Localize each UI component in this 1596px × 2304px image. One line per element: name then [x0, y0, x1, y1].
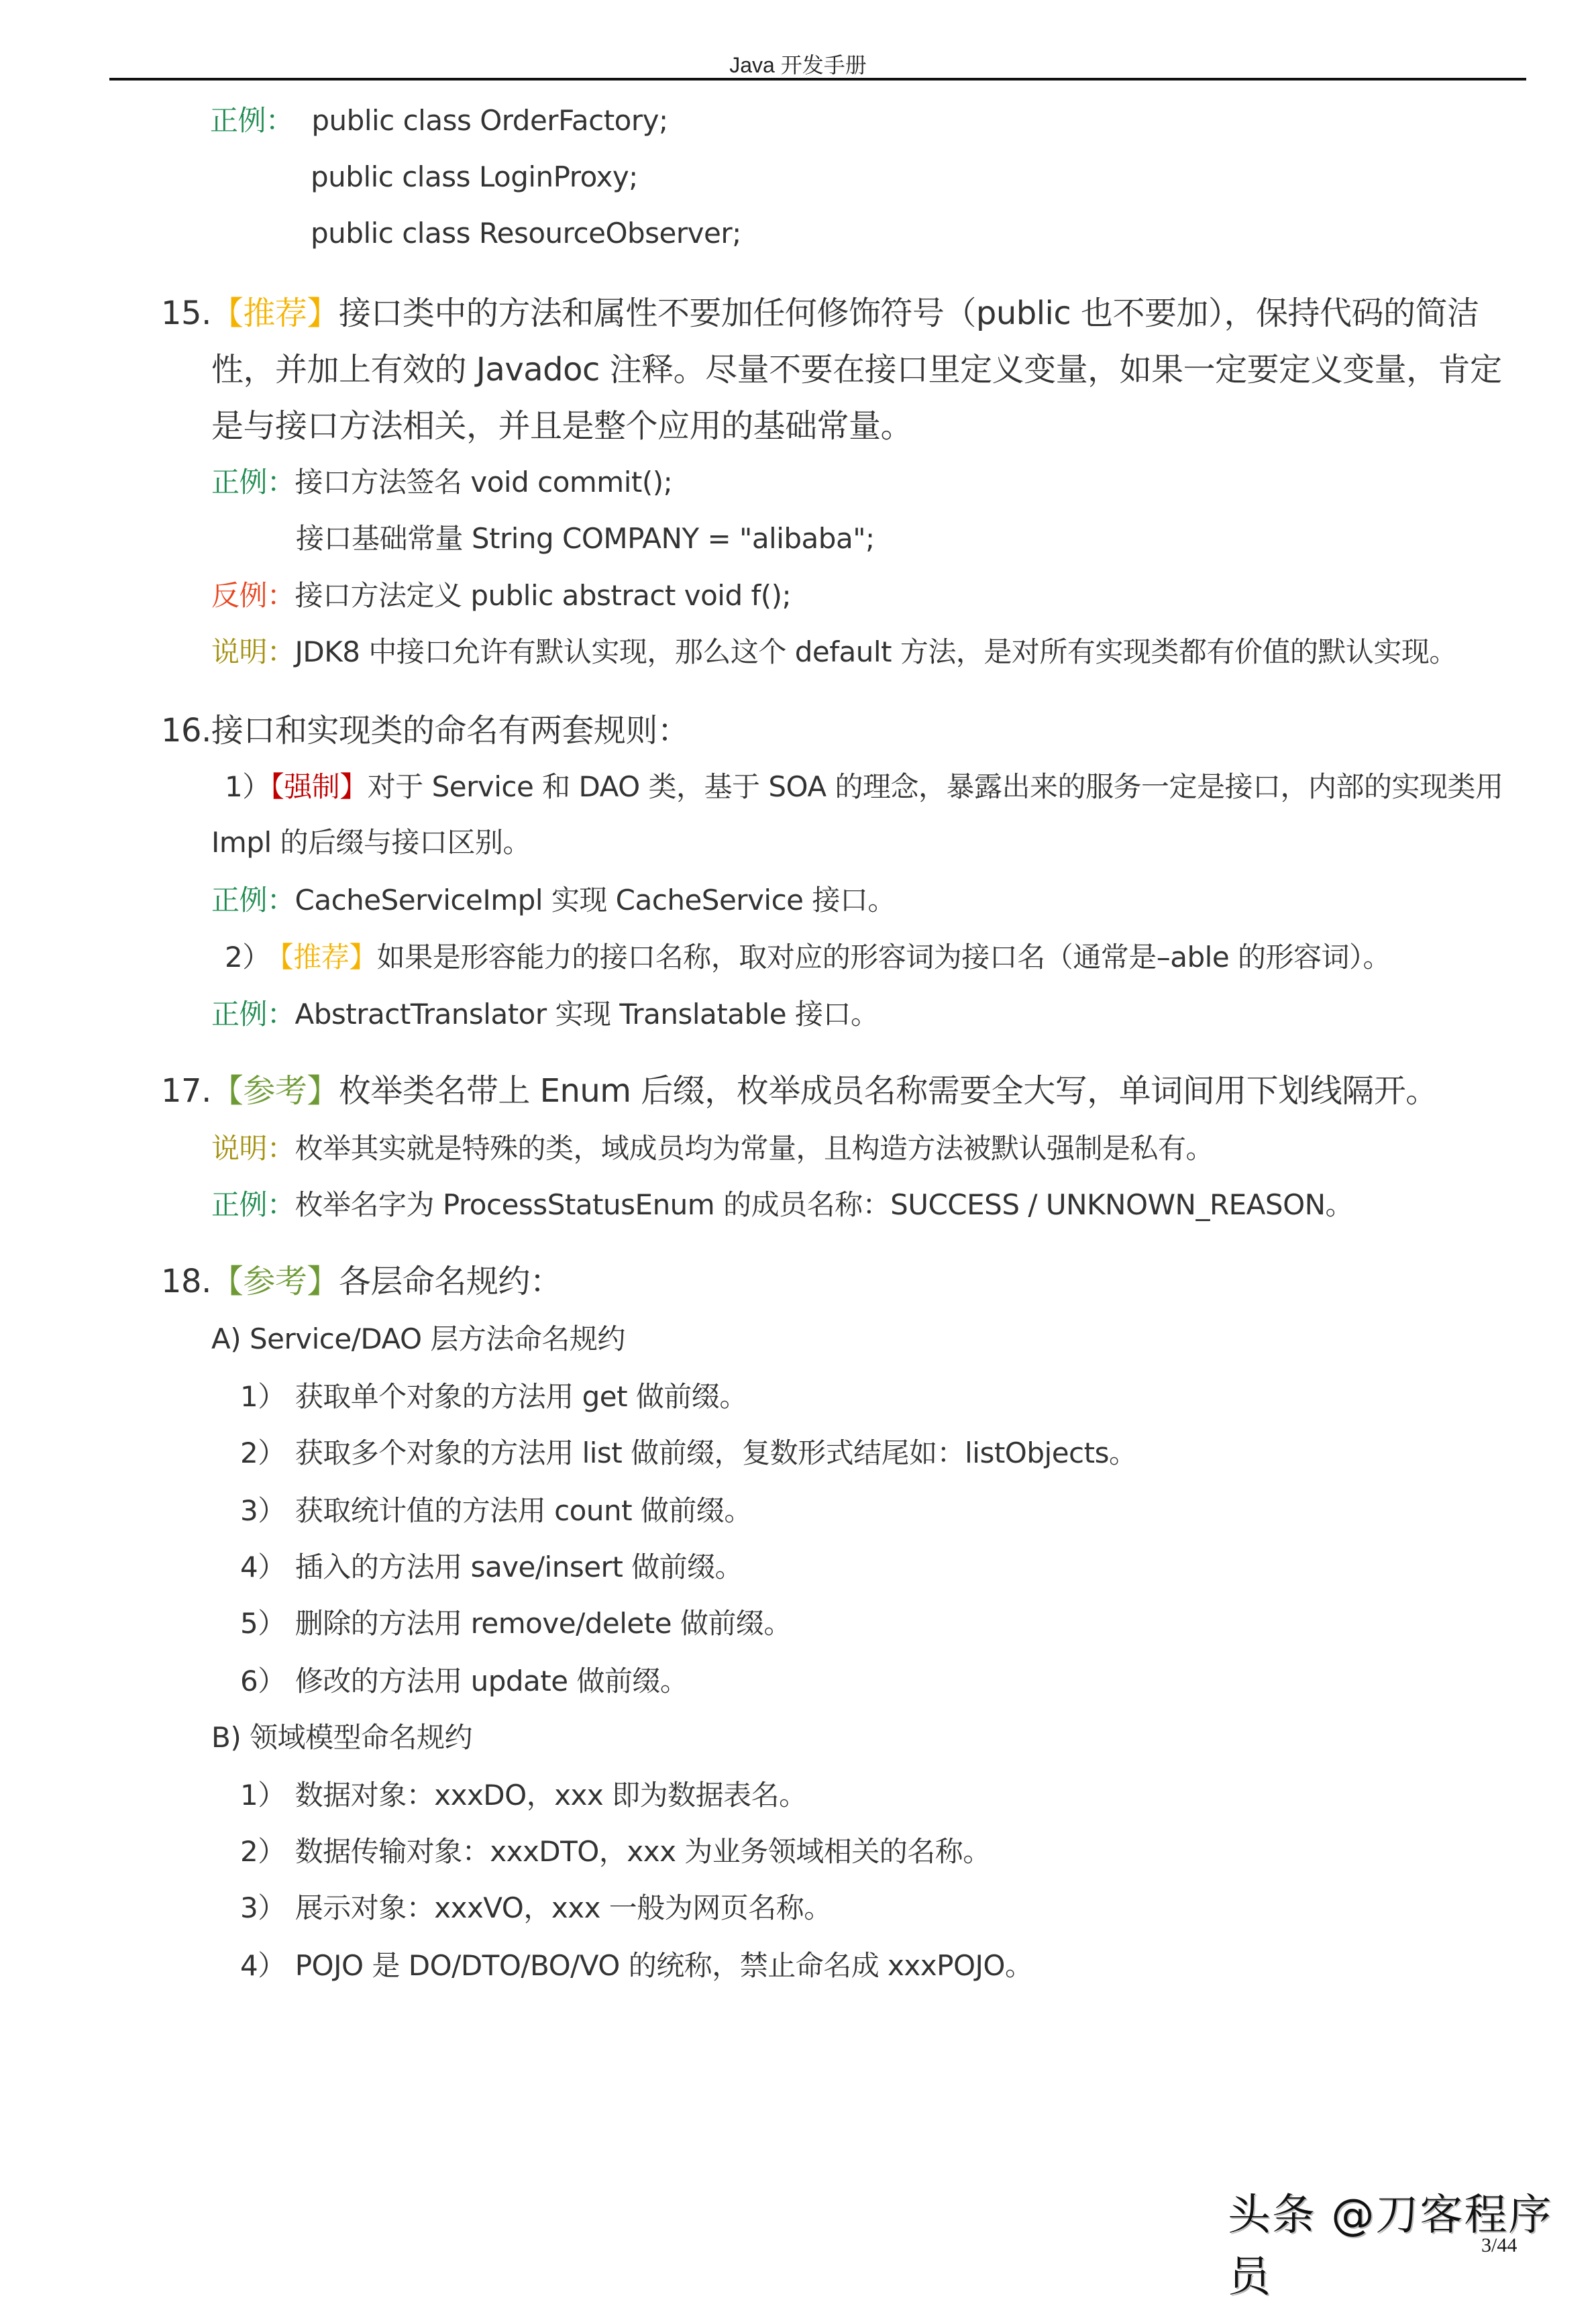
list-number: 4） [240, 1949, 286, 1982]
section-b-item-3 [240, 1889, 832, 1927]
list-number: 2） [240, 1835, 286, 1868]
positive-label: 正例： [211, 998, 295, 1031]
page-number: 3/44 [1481, 2234, 1518, 2256]
top-example-line-1 [210, 102, 668, 140]
reference-tag: 【参考】 [211, 1072, 339, 1110]
item-16-rule-1 [225, 768, 1503, 806]
item-number: 16. [161, 712, 211, 749]
section-a-item-4 [240, 1549, 743, 1586]
top-example-line-3: public class ResourceObserver; [311, 217, 741, 250]
list-number: 1） [240, 1380, 286, 1413]
positive-label: 正例： [211, 884, 295, 917]
item-18 [161, 1261, 562, 1302]
list-text: 展示对象：xxxVO，xxx 一般为网页名称。 [295, 1891, 832, 1924]
header-divider [109, 78, 1526, 81]
item-16-example-1 [211, 882, 896, 919]
list-number: 6） [240, 1665, 286, 1697]
positive-label: 正例： [211, 466, 295, 499]
list-text: POJO 是 DO/DTO/BO/VO 的统称，禁止命名成 xxxPOJO。 [295, 1949, 1033, 1982]
section-a-item-6 [240, 1663, 688, 1700]
item-text: 接口类中的方法和属性不要加任何修饰符号（public 也不要加），保持代码的简洁 [338, 295, 1479, 332]
note-label: 说明： [211, 635, 295, 668]
section-a-item-3 [240, 1492, 752, 1530]
watermark: 头条 @刀客程序员 [1228, 2191, 1553, 2302]
item-number: 17. [161, 1072, 211, 1110]
item-17 [161, 1070, 1438, 1112]
item-15-positive-2: 接口基础常量 String COMPANY = "alibaba"; [296, 522, 875, 555]
positive-label: 正例： [211, 1188, 295, 1221]
list-text: 插入的方法用 save/insert 做前缀。 [295, 1551, 743, 1583]
list-number: 4） [240, 1551, 286, 1583]
rule-number: 1） [225, 770, 270, 803]
reference-tag: 【参考】 [211, 1263, 339, 1300]
note-label: 说明： [211, 1132, 295, 1165]
item-17-example [211, 1186, 1353, 1224]
header-title: Java 开发手册 [729, 53, 867, 77]
list-number: 5） [240, 1607, 286, 1640]
list-text: 获取多个对象的方法用 list 做前缀，复数形式结尾如：listObjects。 [295, 1436, 1137, 1469]
example-text: 枚举名字为 ProcessStatusEnum 的成员名称：SUCCESS / UNKNOWN_REASON。 [295, 1188, 1354, 1221]
item-15-line-3: 是与接口方法相关，并且是整个应用的基础常量。 [211, 407, 913, 445]
item-number: 15. [161, 295, 211, 332]
example-text: CacheServiceImpl 实现 CacheService 接口。 [295, 884, 896, 917]
section-b-item-4 [240, 1947, 1032, 1985]
example-text: AbstractTranslator 实现 Translatable 接口。 [295, 998, 879, 1031]
section-b-title: B) 领域模型命名规约 [211, 1721, 473, 1754]
item-17-note [211, 1130, 1214, 1167]
item-number: 18. [161, 1263, 211, 1300]
list-text: 获取单个对象的方法用 get 做前缀。 [295, 1380, 747, 1413]
item-16-example-2 [211, 996, 878, 1033]
list-number: 2） [240, 1436, 286, 1469]
section-b-item-2 [240, 1833, 991, 1871]
mandatory-tag: 【强制】 [270, 770, 368, 803]
item-15-positive [211, 464, 672, 501]
item-text: 接口和实现类的命名有两套规则： [211, 712, 690, 749]
section-a-item-1 [240, 1378, 747, 1416]
item-16 [161, 710, 689, 751]
negative-label: 反例： [211, 579, 295, 612]
item-text: 各层命名规约： [338, 1263, 562, 1300]
rule-text: 如果是形容能力的接口名称，取对应的形容词为接口名（通常是–able 的形容词）。 [376, 941, 1391, 974]
item-15 [161, 293, 1479, 334]
item-15-line-2: 性，并加上有效的 Javadoc 注释。尽量不要在接口里定义变量，如果一定要定义变量，肯定 [211, 351, 1502, 388]
list-text: 删除的方法用 remove/delete 做前缀。 [295, 1607, 792, 1640]
list-text: 获取统计值的方法用 count 做前缀。 [295, 1494, 752, 1527]
item-16-rule-1-cont: Impl 的后缀与接口区别。 [211, 826, 531, 859]
item-15-note [211, 633, 1457, 671]
note-text: 枚举其实就是特殊的类，域成员均为常量，且构造方法被默认强制是私有。 [295, 1132, 1214, 1165]
item-15-negative [211, 577, 791, 615]
example-text: 接口方法定义 public abstract void f(); [295, 579, 792, 612]
recommend-tag: 【推荐】 [279, 941, 377, 974]
list-text: 数据对象：xxxDO，xxx 即为数据表名。 [295, 1779, 807, 1812]
rule-number: 2） [225, 941, 270, 974]
list-text: 数据传输对象：xxxDTO，xxx 为业务领域相关的名称。 [295, 1835, 991, 1868]
top-example-line-2: public class LoginProxy; [311, 160, 638, 193]
item-text: 枚举类名带上 Enum 后缀，枚举成员名称需要全大写，单词间用下划线隔开。 [338, 1072, 1438, 1110]
recommend-tag: 【推荐】 [211, 295, 339, 332]
list-text: 修改的方法用 update 做前缀。 [295, 1665, 688, 1697]
example-text: 接口方法签名 void commit(); [295, 466, 673, 499]
section-a-item-2 [240, 1434, 1136, 1472]
rule-text: 对于 Service 和 DAO 类，基于 SOA 的理念，暴露出来的服务一定是接口，内部的实现类用 [367, 770, 1503, 803]
note-text: JDK8 中接口允许有默认实现，那么这个 default 方法，是对所有实现类都有价值的默认实现。 [295, 635, 1457, 668]
section-a-item-5 [240, 1605, 792, 1642]
list-number: 1） [240, 1779, 286, 1812]
code-text: public class OrderFactory; [311, 104, 668, 137]
list-number: 3） [240, 1494, 286, 1527]
item-16-rule-2 [225, 939, 1391, 976]
positive-label: 正例： [210, 104, 294, 137]
section-a-title: A) Service/DAO 层方法命名规约 [211, 1322, 625, 1355]
section-b-item-1 [240, 1777, 807, 1814]
list-number: 3） [240, 1891, 286, 1924]
